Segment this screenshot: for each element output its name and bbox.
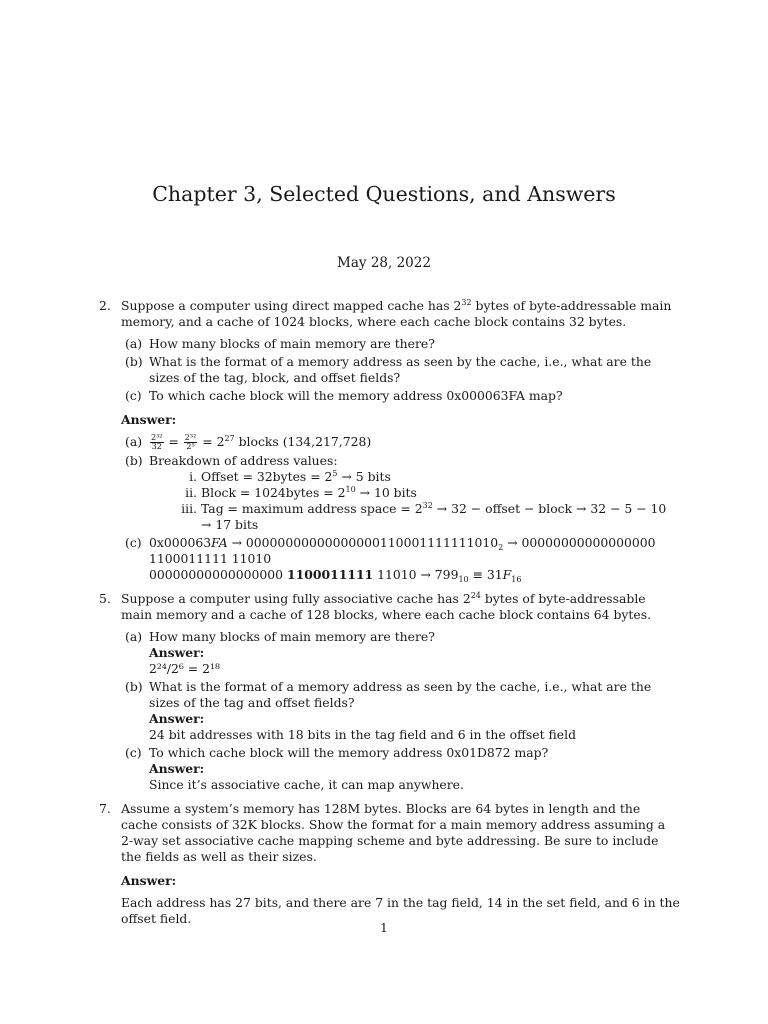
answer-heading: Answer: bbox=[121, 873, 177, 888]
document-body bbox=[0, 298, 768, 935]
answer-text: 2²⁴/2⁶ = 2¹⁸ bbox=[149, 661, 220, 676]
question-part: (b) What is the format of a memory address as seen by the cache, i.e., what are the sizes of the tag, block, and offset fields? bbox=[125, 354, 652, 385]
answer-text: Since it’s associative cache, it can map anywhere. bbox=[149, 777, 464, 792]
breakdown-item: ii. Block = 1024bytes = $2^{10} \to 10$ bits bbox=[185, 485, 417, 500]
question-text: Assume a system’s memory has 128M bytes. Blocks are 64 bytes in length and the cache consists of 32K blocks. Show the format for a main memory address assuming a 2-way set associative cache mapping scheme and byte addressing. Be sure to include the fields as well as their sizes. bbox=[121, 801, 666, 864]
address-conversion-line: $0x000063FA \to 00000000000000000110001111111010_2 \to 00000000000000000$ 1100011111 11010 bbox=[149, 535, 656, 566]
answer-part-a: (a) $\frac{\text{2³²}}{32}$ = $\frac{\text{2³²}}{\text{2⁵}}$ = $2^{27}$ blocks (134,217,728) bbox=[125, 433, 372, 451]
answer-text: Each address has 27 bits, and there are 7 in the tag field, 14 in the set field, and 6 in the offset field. bbox=[121, 895, 680, 926]
question-text: Suppose a computer using fully associative cache has $2^{24}$ bytes of byte-addressable main memory and a cache of 128 blocks, where each cache block contains 64 bytes. bbox=[121, 591, 652, 622]
answer-heading: Answer: bbox=[121, 412, 177, 427]
fraction: $\frac{\text{2³²}}{32}$ bbox=[151, 433, 163, 451]
question-text: Suppose a computer using direct mapped cache has $2^{32}$ bytes of byte-addressable main memory, and a cache of 1024 blocks, where each cache block contains 32 bytes. bbox=[121, 298, 672, 329]
page-number: 1 bbox=[380, 921, 388, 935]
answer-heading: Answer: bbox=[149, 711, 205, 726]
question-2 bbox=[0, 298, 768, 583]
answer-part-b: (b) Breakdown of address values: i. Offset = 32bytes = $2^5 \to 5$ bits ii. Block = 1024bytes = $2^{10} \to 10$ bits iii. Tag = maximum address space = $2^{32} \to 32$ − offset − block → 32 − 5 − 10 → 17 bits bbox=[121, 453, 680, 533]
breakdown-item: i. Offset = 32bytes = $2^5 \to 5$ bits bbox=[189, 469, 391, 484]
question-parts bbox=[121, 336, 680, 404]
answer-block bbox=[121, 434, 680, 583]
address-conversion-line: 00000000000000000 1100011111 $11010 \to 799_{10} \equiv 31F_{16}$ bbox=[149, 567, 522, 584]
question-part: (b) What is the format of a memory address as seen by the cache, i.e., what are the sizes of the tag and offset fields? Answer: 24 bit addresses with 18 bits in the tag field and 6 in the offset field bbox=[121, 679, 680, 743]
question-parts bbox=[121, 629, 680, 793]
question-7 bbox=[0, 801, 768, 927]
question-part: (c) To which cache block will the memory address 0x000063FA map? bbox=[125, 388, 563, 403]
answer-heading: Answer: bbox=[149, 645, 205, 660]
breakdown-item: iii. Tag = maximum address space = $2^{32} \to 32$ − offset − block → 32 − 5 − 10 → 17 bits bbox=[181, 501, 667, 532]
question-5 bbox=[0, 591, 768, 793]
answer-text: 24 bit addresses with 18 bits in the tag field and 6 in the offset field bbox=[149, 727, 577, 742]
question-part: (a) How many blocks of main memory are there? Answer: 2²⁴/2⁶ = 2¹⁸ bbox=[121, 629, 680, 677]
question-part: (c) To which cache block will the memory address 0x01D872 map? Answer: Since it’s associative cache, it can map anywhere. bbox=[121, 745, 680, 793]
document-date: May 28, 2022 bbox=[337, 255, 431, 271]
answer-heading: Answer: bbox=[149, 761, 205, 776]
question-part: (a) How many blocks of main memory are there? bbox=[125, 336, 435, 351]
document-title: Chapter 3, Selected Questions, and Answers bbox=[152, 182, 616, 206]
question-number: 7. bbox=[99, 801, 111, 816]
question-number: 5. bbox=[99, 591, 111, 606]
answer-part-c: (c) $0x000063FA \to 00000000000000000110001111111010_2 \to 00000000000000000$ 1100011111 11010 00000000000000000 1100011111 $11010 \to 799_{10} \equiv 31F_{16}$ bbox=[121, 535, 680, 583]
fraction: $\frac{\text{2³²}}{\text{2⁵}}$ bbox=[184, 433, 197, 451]
question-number: 2. bbox=[99, 298, 111, 313]
